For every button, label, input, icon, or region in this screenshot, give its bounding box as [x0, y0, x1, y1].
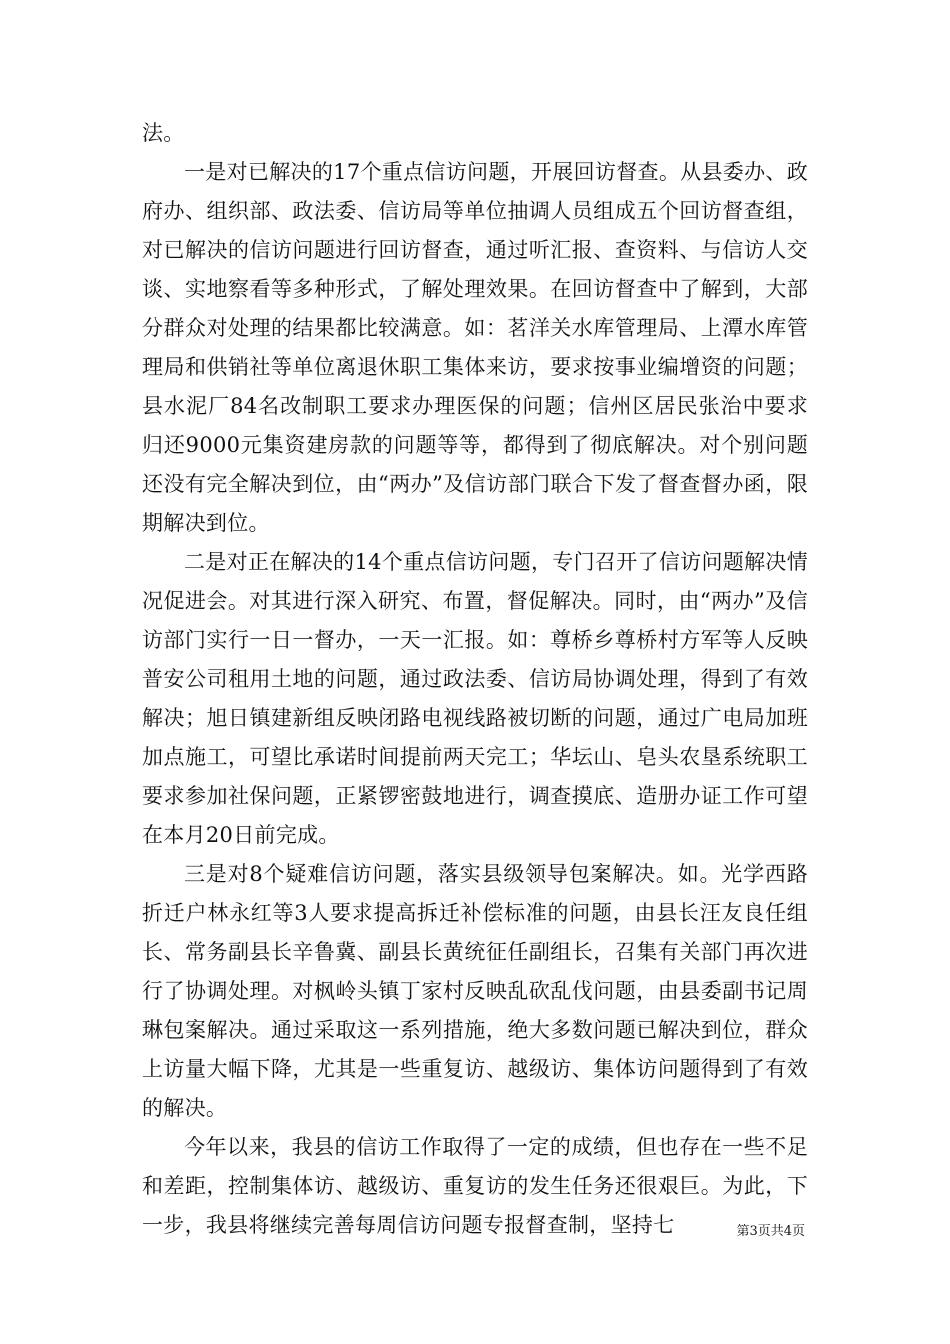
page-number: 第3页共4页 [736, 1224, 805, 1239]
paragraph-in-progress-issues: 二是对正在解决的14个重点信访问题，专门召开了信访问题解决情况促进会。对其进行深入研究、布置，督促解决。同时，由“两办”及信访部门实行一日一督办，一天一汇报。如：尊桥乡尊桥村方军等人反映普安公司租用土地的问题，通过政法委、信访局协调处理，得到了有效解决；旭日镇建新组反映闭路电视线路被切断的问题，通过广电局加班加点施工，可望比承诺时间提前两天完工；华坛山、皂头农垦系统职工要求参加社保问题，正紧锣密鼓地进行，调查摸底、造册办证工作可望在本月20日前完成。 [142, 550, 808, 847]
paragraph-continuation: 法。 [142, 121, 185, 145]
paragraph-summary: 今年以来，我县的信访工作取得了一定的成绩，但也存在一些不足和差距，控制集体访、越级访、重复访的发生任务还很艰巨。为此，下一步，我县将继续完善每周信访问题专报督查制，坚持七 [142, 1135, 808, 1237]
paragraph-resolved-issues: 一是对已解决的17个重点信访问题，开展回访督查。从县委办、政府办、组织部、政法委、信访局等单位抽调人员组成五个回访督查组，对已解决的信访问题进行回访督查，通过听汇报、查资料、与信访人交谈、实地察看等多种形式，了解处理效果。在回访督查中了解到，大部分群众对处理的结果都比较满意。如：茗洋关水库管理局、上潭水库管理局和供销社等单位离退休职工集体来访，要求按事业编增资的问题；县水泥厂84名改制职工要求办理医保的问题；信州区居民张治中要求归还9000元集资建房款的问题等等，都得到了彻底解决。对个别问题还没有完全解决到位，由“两办”及信访部门联合下发了督查督办函，限期解决到位。 [142, 160, 808, 535]
document-body [142, 114, 808, 1245]
paragraph-difficult-issues: 三是对8个疑难信访问题，落实县级领导包案解决。如。光学西路折迁户林永红等3人要求提高拆迁补偿标准的问题，由县长汪友良任组长、常务副县长辛鲁冀、副县长黄统征任副组长，召集有关部门再次进行了协调处理。对枫岭头镇丁家村反映乱砍乱伐问题，由县委副书记周琳包案解决。通过采取这一系列措施，绝大多数问题已解决到位，群众上访量大幅下降，尤其是一些重复访、越级访、集体访问题得到了有效的解决。 [142, 862, 808, 1120]
